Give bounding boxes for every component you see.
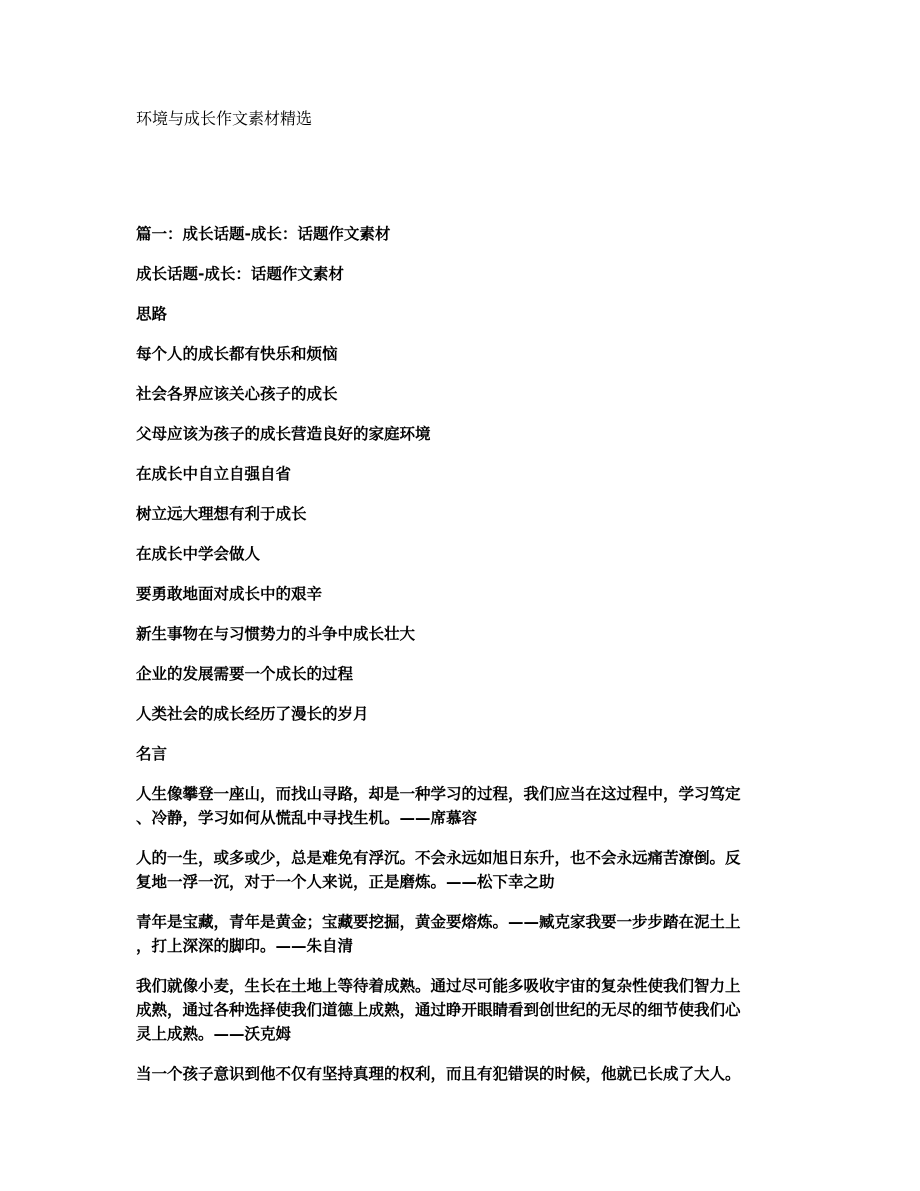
idea-line: 新生事物在与习惯势力的斗争中成长壮大 bbox=[136, 625, 416, 643]
idea-line: 在成长中学会做人 bbox=[136, 545, 261, 563]
section-heading: 篇一：成长话题-成长：话题作文素材 bbox=[136, 225, 391, 243]
idea-line: 社会各界应该关心孩子的成长 bbox=[136, 385, 338, 403]
idea-line: 在成长中自立自强自省 bbox=[136, 465, 292, 483]
quote-line: 灵上成熟。——沃克姆 bbox=[136, 1025, 292, 1043]
quote-line: 青年是宝藏，青年是黄金；宝藏要挖掘，黄金要熔炼。——臧克家我要一步步踏在泥土上 bbox=[136, 913, 741, 931]
idea-line: 人类社会的成长经历了漫长的岁月 bbox=[136, 705, 369, 723]
idea-line: 要勇敢地面对成长中的艰辛 bbox=[136, 585, 323, 603]
label-silu: 思路 bbox=[136, 305, 168, 323]
quote-line: 人的一生，或多或少，总是难免有浮沉。不会永远如旭日东升，也不会永远痛苦潦倒。反 bbox=[136, 849, 741, 867]
quote-line: 我们就像小麦，生长在土地上等待着成熟。通过尽可能多吸收宇宙的复杂性使我们智力上 bbox=[136, 977, 741, 995]
quote-paragraph bbox=[136, 1062, 786, 1086]
document-title: 环境与成长作文素材精选 bbox=[136, 109, 313, 128]
quote-line: 当一个孩子意识到他不仅有坚持真理的权利，而且有犯错误的时候，他就已长成了大人。 bbox=[136, 1065, 741, 1083]
label-mingyan: 名言 bbox=[136, 745, 168, 763]
subheading: 成长话题-成长：话题作文素材 bbox=[136, 265, 344, 283]
quote-line: 、冷静，学习如何从慌乱中寻找生机。——席慕容 bbox=[136, 809, 478, 827]
quote-paragraph bbox=[136, 782, 786, 830]
idea-line: 树立远大理想有利于成长 bbox=[136, 505, 307, 523]
quote-paragraph bbox=[136, 974, 786, 1046]
quote-paragraph bbox=[136, 846, 786, 894]
idea-line: 每个人的成长都有快乐和烦恼 bbox=[136, 345, 338, 363]
idea-line: 企业的发展需要一个成长的过程 bbox=[136, 665, 354, 683]
quote-paragraph bbox=[136, 910, 786, 958]
quote-line: ，打上深深的脚印。——朱自清 bbox=[136, 937, 354, 955]
document-body bbox=[136, 222, 786, 1102]
idea-line: 父母应该为孩子的成长营造良好的家庭环境 bbox=[136, 425, 431, 443]
quote-line: 成熟，通过各种选择使我们道德上成熟，通过睁开眼睛看到创世纪的无尽的细节使我们心 bbox=[136, 1001, 741, 1019]
quote-line: 复地一浮一沉，对于一个人来说，正是磨炼。——松下幸之助 bbox=[136, 873, 555, 891]
quote-line: 人生像攀登一座山，而找山寻路，却是一种学习的过程，我们应当在这过程中，学习笃定 bbox=[136, 785, 741, 803]
